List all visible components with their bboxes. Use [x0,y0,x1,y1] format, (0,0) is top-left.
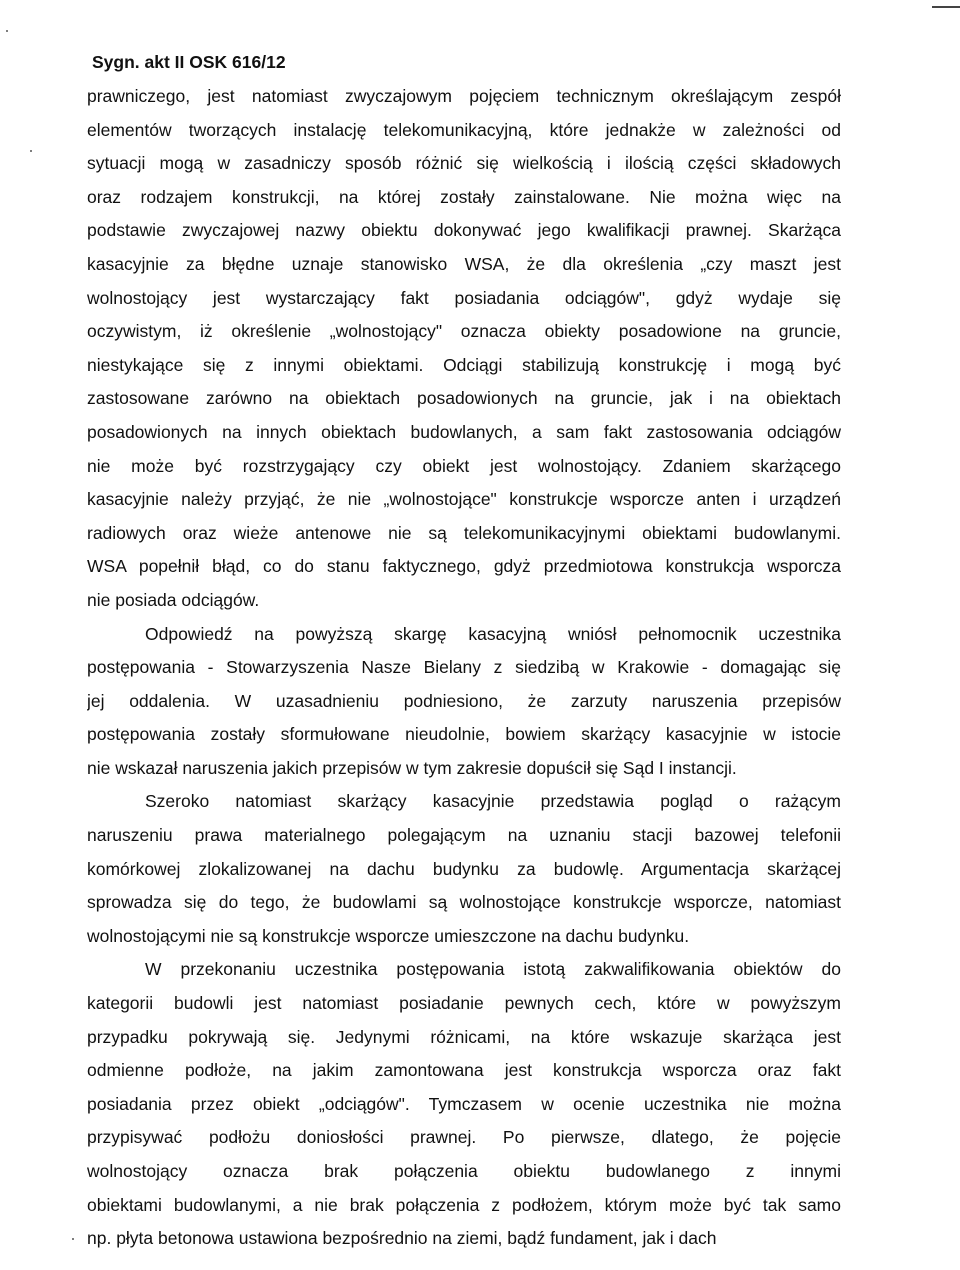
text-line: elementów tworzących instalację telekomunikacyjną, które jednakże w zależności od [87,119,841,140]
text-line: WSA popełnił błąd, co do stanu faktycznego, gdyż przedmiotowa konstrukcja wsporcza [87,556,841,577]
scan-speck [30,150,32,152]
scan-edge-mark [932,6,960,8]
scan-speck [6,30,8,32]
paragraph [87,80,841,618]
text-line: przypadku pokrywają się. Jedynymi różnicami, na które wskazuje skarżąca jest [87,1026,841,1047]
text-line: nie może być rozstrzygający czy obiekt jest wolnostojący. Zdaniem skarżącego [87,455,841,476]
text-line: oczywistym, iż określenie „wolnostojący" oznacza obiekty posadowione na gruncie, [87,321,841,342]
text-line: kategorii budowli jest natomiast posiadanie pewnych cech, które w powyższym [87,993,841,1014]
text-line: Szeroko natomiast skarżący kasacyjnie przedstawia pogląd o rażącym [145,791,841,812]
case-signature: Sygn. akt II OSK 616/12 [92,52,286,72]
text-line: nie posiada odciągów. [87,589,260,610]
text-line: obiektami budowlanymi, a nie brak połączenia z podłożem, którym może być tak samo [87,1194,841,1215]
text-line: zastosowane zarówno na obiektach posadowionych na gruncie, jak i na obiektach [87,388,841,409]
text-line: kasacyjnie należy przyjąć, że nie „wolnostojące" konstrukcje wsporcze anten i urządzeń [87,489,841,510]
text-line: Odpowiedź na powyższą skargę kasacyjną wniósł pełnomocnik uczestnika [145,623,841,644]
text-line: komórkowej zlokalizowanej na dachu budynku za budowlę. Argumentacja skarżącej [87,858,841,879]
text-line: przypisywać podłożu doniosłości prawnej. Po pierwsze, dlatego, że pojęcie [87,1127,841,1148]
text-line: wolnostojący oznacza brak połączenia obiektu budowlanego z innymi [87,1161,841,1181]
scan-speck [72,1238,74,1240]
text-line: odmienne podłoże, na jakim zamontowana jest konstrukcja wsporcza oraz fakt [87,1060,841,1081]
text-line: kasacyjnie za błędne uznaje stanowisko WSA, że dla określenia „czy maszt jest [87,253,841,274]
text-line: oraz rodzajem konstrukcji, na której zostały zainstalowane. Nie można więc na [87,186,841,207]
text-line: W przekonaniu uczestnika postępowania istotą zakwalifikowania obiektów do [145,959,841,980]
paragraph [87,953,841,1255]
text-line: niestykające się z innymi obiektami. Odciągi stabilizują konstrukcję i mogą być [87,354,841,375]
text-line: wolnostojącymi nie są konstrukcje wsporcze umieszczone na dachu budynku. [87,925,690,946]
text-line: wolnostojący jest wystarczający fakt posiadania odciągów", gdyż wydaje się [87,287,841,308]
text-line: jej oddalenia. W uzasadnieniu podniesiono, że zarzuty naruszenia przepisów [87,690,841,711]
text-line: prawniczego, jest natomiast zwyczajowym pojęciem technicznym określającym zespół [87,86,841,106]
text-line: postępowania - Stowarzyszenia Nasze Bielany z siedzibą w Krakowie - domagając się [87,657,841,678]
text-line: sprowadza się do tego, że budowlami są wolnostojące konstrukcje wsporcze, natomiast [87,892,841,913]
document-body [87,80,841,1256]
text-line: radiowych oraz wieże antenowe nie są telekomunikacyjnymi obiektami budowlanymi. [87,522,841,543]
text-line: nie wskazał naruszenia jakich przepisów w tym zakresie dopuścił się Sąd I instancji. [87,757,737,778]
text-line: sytuacji mogą w zasadniczy sposób różnić się wielkością i ilością części składowych [87,153,841,174]
paragraph [87,785,841,953]
text-line: posadowionych na innych obiektach budowlanych, a sam fakt zastosowania odciągów [87,421,841,442]
text-line: podstawie zwyczajowej nazwy obiektu dokonywać jego kwalifikacji prawnej. Skarżąca [87,220,841,241]
text-line: posiadania przez obiekt „odciągów". Tymczasem w ocenie uczestnika nie można [87,1093,841,1114]
text-line: np. płyta betonowa ustawiona bezpośrednio na ziemi, bądź fundament, jak i dach [87,1228,717,1249]
text-line: postępowania zostały sformułowane nieudolnie, bowiem skarżący kasacyjnie w istocie [87,724,841,745]
text-line: naruszeniu prawa materialnego polegającym na uznaniu stacji bazowej telefonii [87,825,841,846]
paragraph [87,618,841,786]
